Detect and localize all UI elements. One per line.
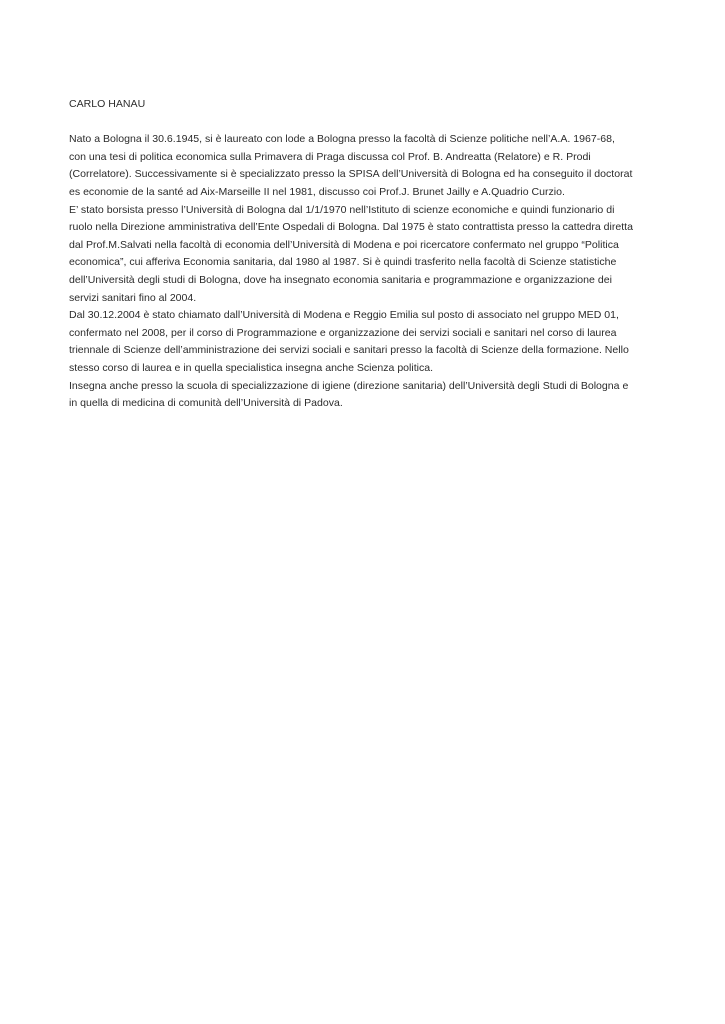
paragraph-modena-appointment (69, 307, 669, 377)
text-line: es economie de la santé ad Aix-Marseille II nel 1981, discusso coi Prof.J. Brunet Jailly e A.Quadrio Curzio. (69, 185, 565, 198)
paragraph-early-career (69, 202, 669, 308)
text-line: confermato nel 2008, per il corso di Programmazione e organizzazione dei servizi sociali e sanitari nel corso di laurea (69, 326, 617, 339)
text-line: dell’Università degli studi di Bologna, dove ha insegnato economia sanitaria e programmazione e organizzazione dei (69, 273, 612, 286)
text-line: dal Prof.M.Salvati nella facoltà di economia dell’Università di Modena e poi ricercatore confermato nel gruppo “Politica (69, 238, 619, 251)
text-line: servizi sanitari fino al 2004. (69, 291, 197, 304)
text-line: Nato a Bologna il 30.6.1945, si è laureato con lode a Bologna presso la facoltà di Scienze politiche nell’A.A. 1967-68, (69, 133, 615, 146)
paragraph-birth-education (69, 131, 669, 201)
text-line: stesso corso di laurea e in quella specialistica insegna anche Scienza politica. (69, 361, 434, 374)
text-line: Insegna anche presso la scuola di specializzazione di igiene (direzione sanitaria) dell’Università degli Studi di Bologna e (69, 379, 629, 392)
document-body (69, 96, 669, 413)
text-line: in quella di medicina di comunità dell’Università di Padova. (69, 397, 343, 410)
text-line: ruolo nella Direzione amministrativa dell’Ente Ospedali di Bologna. Dal 1975 è stato contrattista presso la cattedra diretta (69, 221, 633, 234)
text-line: (Correlatore). Successivamente si è specializzato presso la SPISA dell’Università di Bologna ed ha conseguito il doctorat (69, 168, 633, 181)
text-line: con una tesi di politica economica sulla Primavera di Praga discussa col Prof. B. Andreatta (Relatore) e R. Prodi (69, 150, 591, 163)
text-line: Dal 30.12.2004 è stato chiamato dall’Università di Modena e Reggio Emilia sul posto di associato nel gruppo MED 01, (69, 309, 619, 322)
paragraph-other-teaching (69, 378, 669, 413)
text-line: E’ stato borsista presso l’Università di Bologna dal 1/1/1970 nell’Istituto di scienze economiche e quindi funzionario di (69, 203, 615, 216)
document-title: CARLO HANAU (69, 98, 146, 110)
text-line: economica”, cui afferiva Economia sanitaria, dal 1980 al 1987. Si è quindi trasferito nella facoltà di Scienze statistiche (69, 256, 617, 269)
text-line: triennale di Scienze dell’amministrazione dei servizi sociali e sanitari presso la facoltà di Scienze della formazione. Nello (69, 344, 629, 357)
